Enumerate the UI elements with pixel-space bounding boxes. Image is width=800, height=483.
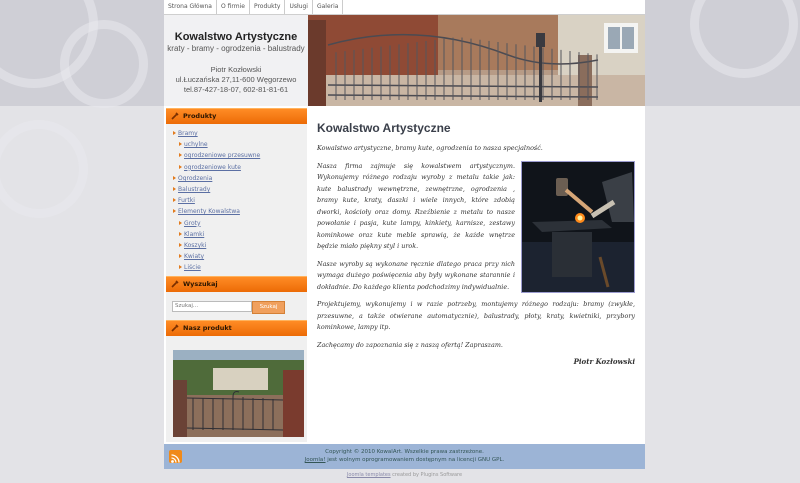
menu-item[interactable]: Balustrady (172, 184, 307, 195)
search-button[interactable]: Szukaj (252, 301, 285, 314)
menu-item[interactable]: Elementy Kowalstwa (172, 206, 307, 217)
credit-line (164, 472, 645, 478)
menu-item[interactable]: Groty (178, 218, 307, 229)
search-box-title: Wyszukaj (183, 279, 218, 288)
background-swirl (60, 20, 148, 108)
paragraph-3: Projektujemy, wykonujemy i w razie potrzeby, montujemy różnego rodzaju: bramy (zwykłe, przesuwne, a także otwierane automatycznie), balustrady, płoty, kraty, kwietniki, przybory kominkowe, lampy itp. (317, 300, 635, 331)
products-menu (166, 124, 307, 276)
credit-text: created by Plugins Software (390, 472, 463, 478)
product-box-title: Nasz produkt (183, 323, 232, 332)
paragraph-4: Zachęcamy do zapoznania się z naszą ofertą! Zapraszam. (317, 340, 503, 349)
header (164, 15, 645, 106)
brand-block (164, 15, 308, 106)
license-line (164, 456, 645, 464)
blacksmith-photo (521, 161, 635, 293)
products-box-header (166, 108, 307, 124)
copyright: Copyright © 2010 KowalArt. Wszelkie prawa zastrzeżone. (325, 449, 484, 455)
menu-item[interactable]: ogrodzeniowe kute (178, 162, 307, 173)
menu-item[interactable]: Klamki (178, 229, 307, 240)
site-subtitle: kraty - bramy - ogrodzenia - balustrady (167, 44, 305, 53)
paragraph-1: Nasza firma zajmuje się kowalstwem artystycznym. Wykonujemy różnego rodzaju wyroby z metalu takie jak: kute balustrady wewnętrzne, zewnętrzne, ogrodzenia , bramy kute, kraty, daszki i wiele innych, które zdobią dworki, kościoły oraz domy. Rzeźbienie z metalu to nasze powołanie i pasja, kute lampy, kinkiety, karnisze, zestawy kominkowe oraz kute meble sprawią, że każde wnętrze będzie miało piękny styl i urok. (317, 161, 515, 250)
nav-home[interactable]: Strona Główna (164, 0, 217, 14)
page-title: Kowalstwo Artystyczne (317, 121, 451, 135)
sidebar (166, 108, 307, 442)
menu-item[interactable]: Ogrodzenia (172, 173, 307, 184)
main-content (317, 116, 635, 366)
search-input[interactable]: Szukaj... (172, 301, 252, 312)
tool-icon (171, 324, 179, 332)
signature: Piotr Kozłowski (573, 357, 635, 366)
menu-item[interactable]: Koszyki (178, 240, 307, 251)
nav-products[interactable]: Produkty (250, 0, 286, 14)
top-nav (164, 0, 645, 15)
content-area (164, 106, 645, 444)
product-box-header (166, 320, 307, 336)
page (164, 0, 645, 483)
license-text: jest wolnym oprogramowaniem dostępnym na licencji GNU GPL. (325, 457, 505, 463)
menu-item[interactable]: Liście (178, 262, 307, 273)
footer (164, 444, 645, 469)
nav-services[interactable]: Usługi (285, 0, 313, 14)
nav-gallery[interactable]: Galeria (313, 0, 344, 14)
product-photo[interactable] (173, 350, 304, 437)
address: ul.Łuczańska 27,11-600 Węgorzewo (175, 75, 297, 84)
menu-item[interactable]: Bramy (172, 128, 307, 139)
owner-name: Piotr Kozłowski (210, 65, 262, 74)
search-form (166, 292, 307, 320)
tool-icon (171, 280, 179, 288)
menu-item[interactable]: Kwiaty (178, 251, 307, 262)
tool-icon (171, 112, 179, 120)
site-title: Kowalstwo Artystyczne (174, 31, 298, 43)
intro-text: Kowalstwo artystyczne, bramy kute, ogrodzenia to nasza specjalność. (317, 144, 543, 152)
menu-item[interactable]: uchylne (178, 139, 307, 150)
phone: tel.87-427-18-07, 602-81-81-61 (183, 85, 289, 94)
menu-item[interactable]: ogrodzeniowe przesuwne (178, 150, 307, 161)
products-box-title: Produkty (183, 112, 217, 120)
background-swirl (0, 120, 88, 218)
templates-link[interactable]: Joomla templates (346, 472, 391, 478)
rss-icon[interactable] (169, 450, 182, 463)
menu-item[interactable]: Furtki (172, 195, 307, 206)
joomla-link[interactable]: Joomla! (304, 457, 326, 463)
paragraph-2: Nasze wyroby są wykonane ręcznie dlatego praca przy nich wymaga dużego poświęcenia aby były wykonane starannie i dokładnie. Do każdego klienta podchodzimy indywidualnie. (317, 259, 515, 291)
nav-about[interactable]: O firmie (217, 0, 250, 14)
search-box-header (166, 276, 307, 292)
header-gate-photo (308, 15, 645, 106)
